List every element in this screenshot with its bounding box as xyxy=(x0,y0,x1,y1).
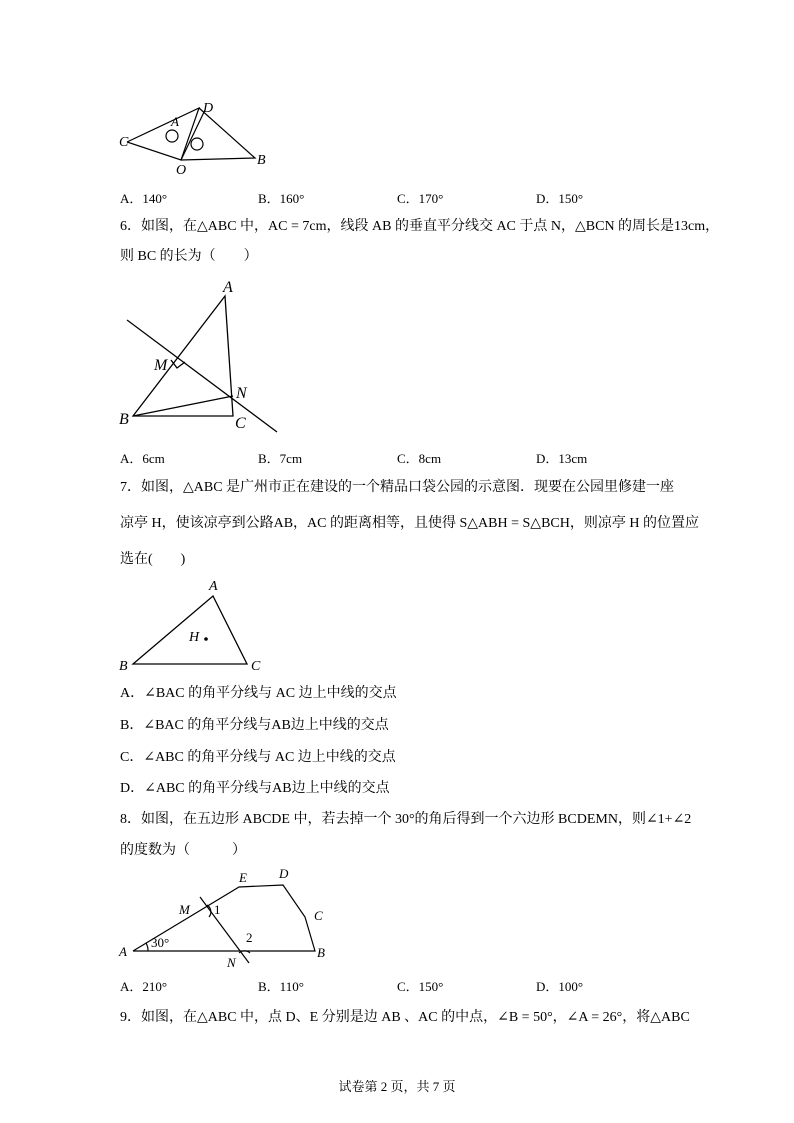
q8-label-c: C xyxy=(314,908,323,923)
q7-option-c[interactable]: C．∠ABC 的角平分线与 AC 边上中线的交点 xyxy=(120,750,396,765)
q8-figure xyxy=(115,865,340,975)
q5-option-b[interactable]: B．160° xyxy=(258,191,305,206)
q8-label-a: A xyxy=(119,944,127,959)
q6-option-b[interactable]: B．7cm xyxy=(258,451,303,466)
q8-label-d: D xyxy=(279,866,289,881)
q7-figure xyxy=(115,578,275,673)
q6-option-c[interactable]: C．8cm xyxy=(397,451,442,466)
q5-figure xyxy=(115,98,275,178)
q7-label-h: H xyxy=(189,630,200,645)
q8-label-angle-1: 1 xyxy=(214,902,221,917)
q8-option-a[interactable]: A．210° xyxy=(120,979,168,994)
q8-question-line-1: 8．如图，在五边形 ABCDE 中，若去掉一个 30°的角后得到一个六边形 BCDEMN，则∠1+∠2 xyxy=(120,812,692,827)
q5-label-c: C xyxy=(119,135,129,150)
q6-label-n: N xyxy=(236,385,247,402)
q9-question-line-1: 9．如图，在△ABC 中，点 D、E 分别是边 AB 、AC 的中点，∠B = 50°，∠A = 26°，将△ABC xyxy=(120,1010,690,1025)
q8-label-30-degrees: 30° xyxy=(151,935,170,950)
q6-question-line-2: 则 BC 的长为（ ） xyxy=(120,249,258,264)
q7-option-a[interactable]: A．∠BAC 的角平分线与 AC 边上中线的交点 xyxy=(120,686,397,701)
q6-option-d[interactable]: D．13cm xyxy=(536,451,588,466)
q8-option-c[interactable]: C．150° xyxy=(397,979,444,994)
q7-label-c: C xyxy=(251,659,261,673)
page-footer: 试卷第 2 页，共 7 页 xyxy=(338,1079,456,1094)
q5-option-c[interactable]: C．170° xyxy=(397,191,444,206)
q7-label-a: A xyxy=(209,579,218,594)
q7-question-line-1: 7．如图，△ABC 是广州市正在建设的一个精品口袋公园的示意图．现要在公园里修建一座 xyxy=(120,480,675,495)
q5-option-a[interactable]: A．140° xyxy=(120,191,168,206)
q5-label-a: A xyxy=(171,114,179,129)
q7-option-d[interactable]: D．∠ABC 的角平分线与AB边上中线的交点 xyxy=(120,781,390,796)
q7-question-line-2: 凉亭 H，使该凉亭到公路AB，AC 的距离相等，且使得 S△ABH = S△BCH，则凉亭 H 的位置应 xyxy=(120,516,699,531)
q5-label-b: B xyxy=(257,153,266,168)
q8-label-m: M xyxy=(179,902,190,917)
q6-label-a: A xyxy=(223,279,233,296)
q5-label-o: O xyxy=(176,163,187,178)
q6-label-m: M xyxy=(154,357,168,374)
q7-option-b[interactable]: B．∠BAC 的角平分线与AB边上中线的交点 xyxy=(120,718,389,733)
q7-question-line-3: 选在( ) xyxy=(120,552,186,567)
q8-option-d[interactable]: D．100° xyxy=(536,979,584,994)
q6-label-c: C xyxy=(235,415,246,432)
q8-label-n: N xyxy=(227,955,236,970)
q6-label-b: B xyxy=(119,411,129,428)
q7-label-b: B xyxy=(119,659,128,673)
q6-question-line-1: 6．如图，在△ABC 中，AC = 7cm，线段 AB 的垂直平分线交 AC 于点 N，△BCN 的周长是13cm， xyxy=(120,219,720,234)
q8-label-angle-2: 2 xyxy=(246,930,253,945)
q5-label-d: D xyxy=(203,101,214,116)
q6-figure xyxy=(115,276,290,436)
q8-label-b: B xyxy=(317,945,325,960)
q8-label-e: E xyxy=(239,870,247,885)
q8-option-b[interactable]: B．110° xyxy=(258,979,304,994)
q6-option-a[interactable]: A．6cm xyxy=(120,451,165,466)
q8-question-line-2: 的度数为（ ） xyxy=(120,843,246,858)
q5-option-d[interactable]: D．150° xyxy=(536,191,584,206)
